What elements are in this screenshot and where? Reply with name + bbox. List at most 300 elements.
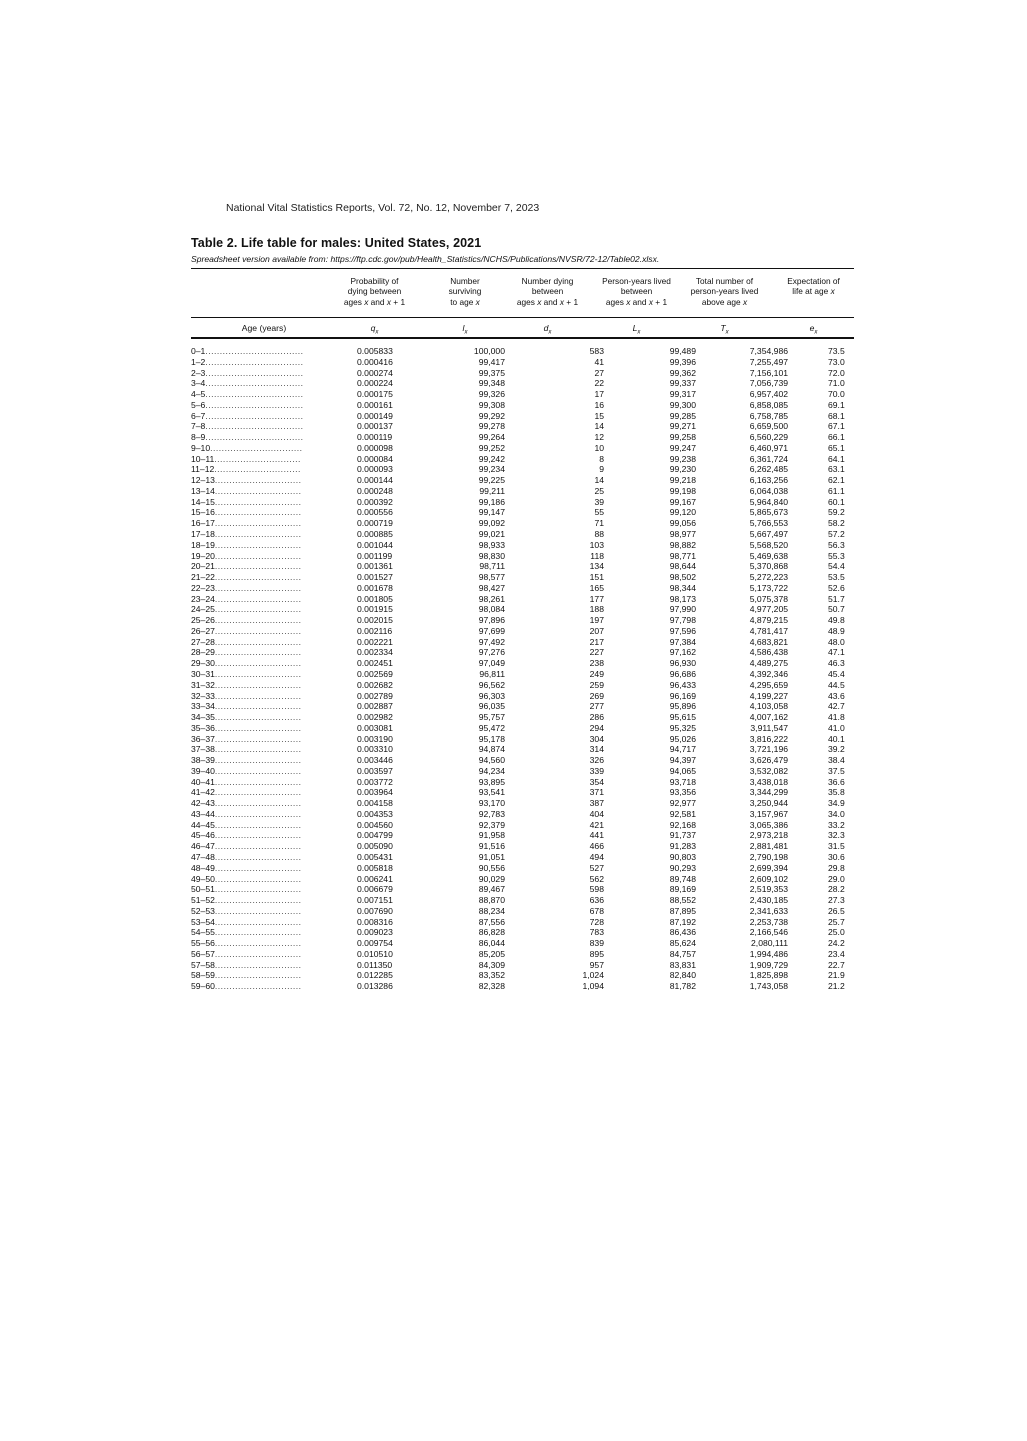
- cell-L: 95,026: [669, 733, 696, 744]
- cell-l: 94,874: [478, 744, 505, 755]
- life-table: [191, 346, 854, 992]
- cell-q: 0.000084: [357, 453, 393, 464]
- cell-d: 1,024: [582, 970, 604, 981]
- cell-d: 339: [589, 765, 604, 776]
- cell-L: 99,198: [669, 485, 696, 496]
- cell-e: 47.1: [828, 647, 845, 658]
- cell-T: 2,609,102: [749, 873, 788, 884]
- table-row: [191, 443, 854, 454]
- cell-q: 0.012285: [357, 970, 393, 981]
- cell-T: 1,994,486: [749, 948, 788, 959]
- cell-T: 5,075,378: [749, 593, 788, 604]
- cell-q: 0.002116: [357, 625, 393, 636]
- cell-q: 0.004560: [357, 819, 393, 830]
- cell-L: 93,718: [669, 776, 696, 787]
- table-row: [191, 604, 854, 615]
- cell-q: 0.000161: [357, 399, 393, 410]
- age-interval: 52–53..............................: [191, 905, 302, 916]
- cell-d: 286: [589, 712, 604, 723]
- table-row: [191, 701, 854, 712]
- table-row: [191, 949, 854, 960]
- table-row: [191, 561, 854, 572]
- table-row: [191, 572, 854, 583]
- cell-T: 3,626,479: [749, 755, 788, 766]
- cell-e: 30.6: [828, 851, 845, 862]
- cell-L: 87,895: [669, 905, 696, 916]
- cell-L: 88,552: [669, 895, 696, 906]
- cell-d: 839: [589, 938, 604, 949]
- cell-T: 5,766,553: [749, 518, 788, 529]
- cell-d: 151: [589, 572, 604, 583]
- cell-d: 678: [589, 905, 604, 916]
- cell-l: 96,035: [478, 701, 505, 712]
- column-header-line: life at age x: [792, 286, 835, 297]
- cell-T: 2,341,633: [749, 905, 788, 916]
- column-header-line: ages x and x + 1: [516, 296, 579, 307]
- table-row: [191, 734, 854, 745]
- table-row: [191, 766, 854, 777]
- cell-d: 17: [594, 389, 604, 400]
- table-row: [191, 421, 854, 432]
- cell-d: 494: [589, 851, 604, 862]
- cell-e: 62.1: [828, 475, 845, 486]
- cell-l: 95,472: [478, 722, 505, 733]
- cell-e: 72.0: [828, 367, 845, 378]
- cell-T: 1,825,898: [749, 970, 788, 981]
- cell-l: 90,556: [478, 862, 505, 873]
- cell-L: 98,977: [669, 529, 696, 540]
- cell-L: 98,344: [669, 582, 696, 593]
- column-symbol-ex: $e_x$: [809, 323, 818, 336]
- cell-T: 4,683,821: [749, 636, 788, 647]
- cell-l: 99,308: [478, 399, 505, 410]
- age-interval: 21–22..............................: [191, 572, 302, 583]
- cell-d: 16: [594, 399, 604, 410]
- cell-e: 60.1: [828, 496, 845, 507]
- cell-l: 95,178: [478, 733, 505, 744]
- cell-e: 43.6: [828, 690, 845, 701]
- age-interval: 43–44..............................: [191, 808, 302, 819]
- life-table-body: [191, 346, 854, 992]
- column-symbol-dx: $d_x$: [543, 323, 552, 336]
- cell-e: 63.1: [828, 464, 845, 475]
- cell-q: 0.000556: [357, 507, 393, 518]
- age-interval: 18–19..............................: [191, 539, 302, 550]
- cell-T: 4,489,275: [749, 658, 788, 669]
- cell-d: 27: [594, 367, 604, 378]
- age-interval: 31–32..............................: [191, 679, 302, 690]
- cell-T: 6,460,971: [749, 442, 788, 453]
- table-symbol-rule: [191, 337, 854, 339]
- cell-d: 314: [589, 744, 604, 755]
- cell-T: 3,911,547: [750, 722, 788, 733]
- table-row: [191, 529, 854, 540]
- table-row: [191, 755, 854, 766]
- cell-q: 0.002451: [357, 658, 393, 669]
- cell-T: 5,667,497: [749, 529, 788, 540]
- table-row: [191, 798, 854, 809]
- age-interval: 26–27..............................: [191, 625, 302, 636]
- age-interval: 33–34..............................: [191, 701, 302, 712]
- cell-d: 277: [589, 701, 604, 712]
- cell-T: 3,344,299: [749, 787, 788, 798]
- cell-L: 99,300: [669, 399, 696, 410]
- cell-T: 5,469,638: [749, 550, 788, 561]
- column-header-lx: [427, 276, 503, 307]
- cell-l: 97,492: [478, 636, 505, 647]
- cell-d: 598: [589, 884, 604, 895]
- cell-L: 89,748: [669, 873, 696, 884]
- cell-L: 97,798: [669, 615, 696, 626]
- cell-T: 5,568,520: [749, 539, 788, 550]
- table-row: [191, 669, 854, 680]
- cell-T: 5,173,722: [749, 582, 788, 593]
- column-header-line: dying between: [347, 286, 402, 297]
- age-interval: 8–9..................................: [191, 432, 304, 443]
- cell-L: 97,162: [669, 647, 696, 658]
- age-interval: 39–40..............................: [191, 765, 302, 776]
- age-interval: 55–56..............................: [191, 938, 302, 949]
- cell-l: 94,234: [478, 765, 505, 776]
- cell-q: 0.002015: [357, 615, 393, 626]
- table-row: [191, 787, 854, 798]
- age-column-header: Age (years): [241, 323, 287, 333]
- table-row: [191, 637, 854, 648]
- cell-T: 4,977,205: [749, 604, 788, 615]
- table-row: [191, 723, 854, 734]
- table-row: [191, 938, 854, 949]
- cell-l: 92,379: [478, 819, 505, 830]
- column-header-line: Probability of: [350, 276, 399, 286]
- table-row: [191, 389, 854, 400]
- table-top-rule: [191, 268, 854, 269]
- cell-L: 99,247: [669, 442, 696, 453]
- cell-q: 0.000416: [357, 356, 393, 367]
- cell-l: 92,783: [478, 808, 505, 819]
- cell-L: 92,581: [669, 808, 696, 819]
- cell-l: 99,147: [478, 507, 505, 518]
- cell-T: 2,253,738: [749, 916, 788, 927]
- cell-d: 10: [594, 442, 604, 453]
- cell-T: 5,370,868: [749, 561, 788, 572]
- cell-e: 71.0: [828, 378, 845, 389]
- cell-L: 94,065: [669, 765, 696, 776]
- cell-l: 98,261: [478, 593, 505, 604]
- cell-q: 0.002221: [357, 636, 393, 647]
- column-header-line: Number dying: [521, 276, 574, 286]
- cell-d: 354: [589, 776, 604, 787]
- cell-L: 98,644: [669, 561, 696, 572]
- cell-d: 562: [589, 873, 604, 884]
- cell-l: 99,278: [478, 421, 505, 432]
- cell-d: 294: [589, 722, 604, 733]
- cell-L: 97,596: [669, 625, 696, 636]
- cell-l: 97,699: [478, 625, 505, 636]
- table-row: [191, 680, 854, 691]
- cell-T: 6,064,038: [749, 485, 788, 496]
- table-row: [191, 551, 854, 562]
- cell-e: 21.9: [828, 970, 845, 981]
- cell-q: 0.000224: [357, 378, 393, 389]
- cell-q: 0.001805: [357, 593, 393, 604]
- cell-e: 41.0: [828, 722, 845, 733]
- cell-T: 3,721,196: [749, 744, 788, 755]
- column-header-line: Number: [450, 276, 480, 286]
- table-row: [191, 691, 854, 702]
- table-row: [191, 411, 854, 422]
- age-interval: 38–39..............................: [191, 755, 302, 766]
- cell-l: 98,427: [478, 582, 505, 593]
- table-row: [191, 744, 854, 755]
- cell-e: 26.5: [828, 905, 845, 916]
- cell-q: 0.000119: [357, 432, 393, 443]
- cell-T: 7,156,101: [749, 367, 788, 378]
- cell-e: 29.0: [828, 873, 845, 884]
- cell-d: 14: [594, 421, 604, 432]
- age-interval: 59–60..............................: [191, 981, 302, 992]
- cell-T: 6,163,256: [749, 475, 788, 486]
- cell-l: 98,577: [478, 572, 505, 583]
- table-row: [191, 970, 854, 981]
- cell-e: 25.7: [828, 916, 845, 927]
- cell-d: 165: [589, 582, 604, 593]
- cell-e: 21.2: [828, 981, 845, 992]
- cell-q: 0.003310: [357, 744, 393, 755]
- age-interval: 29–30..............................: [191, 658, 302, 669]
- cell-q: 0.002982: [357, 712, 393, 723]
- cell-l: 86,828: [478, 927, 505, 938]
- column-header-Tx: [682, 276, 767, 307]
- cell-e: 23.4: [828, 948, 845, 959]
- cell-q: 0.007690: [357, 905, 393, 916]
- cell-q: 0.004353: [357, 808, 393, 819]
- column-symbol-Lx: $L_x$: [632, 323, 641, 336]
- column-symbol-Tx: $T_x$: [720, 323, 729, 336]
- cell-q: 0.000885: [357, 529, 393, 540]
- table-row: [191, 960, 854, 971]
- cell-e: 37.5: [828, 765, 845, 776]
- table-header-rule: [191, 317, 854, 318]
- column-header-Lx: [594, 276, 679, 307]
- cell-L: 99,489: [669, 346, 696, 356]
- age-interval: 2–3..................................: [191, 367, 304, 378]
- cell-l: 87,556: [478, 916, 505, 927]
- cell-e: 58.2: [828, 518, 845, 529]
- cell-d: 197: [589, 615, 604, 626]
- cell-d: 466: [589, 841, 604, 852]
- cell-T: 2,430,185: [749, 895, 788, 906]
- cell-T: 3,157,967: [749, 808, 788, 819]
- cell-q: 0.000144: [357, 475, 393, 486]
- age-interval: 14–15..............................: [191, 496, 302, 507]
- cell-e: 29.8: [828, 862, 845, 873]
- table-row: [191, 497, 854, 508]
- cell-L: 90,293: [669, 862, 696, 873]
- cell-d: 103: [589, 539, 604, 550]
- cell-L: 84,757: [669, 948, 696, 959]
- cell-l: 93,170: [478, 798, 505, 809]
- cell-q: 0.000274: [357, 367, 393, 378]
- cell-e: 65.1: [828, 442, 845, 453]
- cell-T: 4,781,417: [749, 625, 788, 636]
- column-header-dx: [510, 276, 585, 307]
- cell-q: 0.009023: [357, 927, 393, 938]
- cell-e: 51.7: [828, 593, 845, 604]
- cell-e: 64.1: [828, 453, 845, 464]
- cell-e: 52.6: [828, 582, 845, 593]
- cell-e: 39.2: [828, 744, 845, 755]
- cell-q: 0.005833: [357, 346, 393, 356]
- table-row: [191, 464, 854, 475]
- cell-d: 441: [589, 830, 604, 841]
- age-interval: 41–42..............................: [191, 787, 302, 798]
- cell-q: 0.005431: [357, 851, 393, 862]
- age-interval: 34–35..............................: [191, 712, 302, 723]
- cell-d: 134: [589, 561, 604, 572]
- column-header-qx: [337, 276, 412, 307]
- cell-e: 44.5: [828, 679, 845, 690]
- cell-q: 0.008316: [357, 916, 393, 927]
- cell-L: 99,317: [669, 389, 696, 400]
- cell-L: 98,173: [669, 593, 696, 604]
- age-interval: 49–50..............................: [191, 873, 302, 884]
- age-interval: 27–28..............................: [191, 636, 302, 647]
- column-header-line: between: [620, 286, 653, 297]
- cell-q: 0.003190: [357, 733, 393, 744]
- table-row: [191, 917, 854, 928]
- cell-T: 2,080,111: [751, 938, 788, 949]
- cell-e: 34.9: [828, 798, 845, 809]
- table-row: [191, 981, 854, 992]
- cell-l: 85,205: [478, 948, 505, 959]
- cell-q: 0.010510: [357, 948, 393, 959]
- cell-T: 2,699,394: [749, 862, 788, 873]
- cell-l: 99,326: [478, 389, 505, 400]
- cell-e: 45.4: [828, 668, 845, 679]
- age-interval: 53–54..............................: [191, 916, 302, 927]
- cell-L: 94,717: [669, 744, 696, 755]
- column-symbol-qx: $q_x$: [370, 323, 379, 336]
- cell-T: 2,166,546: [749, 927, 788, 938]
- table-row: [191, 378, 854, 389]
- cell-L: 85,624: [669, 938, 696, 949]
- age-interval: 44–45..............................: [191, 819, 302, 830]
- cell-q: 0.001527: [357, 572, 393, 583]
- cell-l: 97,896: [478, 615, 505, 626]
- cell-l: 96,303: [478, 690, 505, 701]
- cell-T: 4,879,215: [749, 615, 788, 626]
- cell-e: 70.0: [828, 389, 845, 400]
- cell-T: 6,758,785: [749, 410, 788, 421]
- cell-e: 57.2: [828, 529, 845, 540]
- table-row: [191, 400, 854, 411]
- table-row: [191, 841, 854, 852]
- age-interval: 46–47..............................: [191, 841, 302, 852]
- cell-L: 98,502: [669, 572, 696, 583]
- cell-d: 783: [589, 927, 604, 938]
- cell-e: 42.7: [828, 701, 845, 712]
- cell-e: 50.7: [828, 604, 845, 615]
- cell-l: 84,309: [478, 959, 505, 970]
- cell-d: 304: [589, 733, 604, 744]
- cell-e: 49.8: [828, 615, 845, 626]
- cell-d: 259: [589, 679, 604, 690]
- cell-d: 728: [589, 916, 604, 927]
- cell-d: 238: [589, 658, 604, 669]
- cell-q: 0.007151: [357, 895, 393, 906]
- cell-d: 118: [590, 550, 604, 561]
- cell-e: 73.0: [828, 356, 845, 367]
- cell-e: 69.1: [828, 399, 845, 410]
- cell-q: 0.004799: [357, 830, 393, 841]
- age-interval: 12–13..............................: [191, 475, 302, 486]
- cell-q: 0.001199: [357, 550, 393, 561]
- cell-q: 0.000137: [357, 421, 393, 432]
- cell-q: 0.003772: [357, 776, 393, 787]
- column-header-line: between: [531, 286, 564, 297]
- cell-T: 3,816,222: [749, 733, 788, 744]
- cell-T: 2,973,218: [749, 830, 788, 841]
- cell-T: 4,103,058: [749, 701, 788, 712]
- age-interval: 13–14..............................: [191, 485, 302, 496]
- cell-d: 55: [594, 507, 604, 518]
- cell-q: 0.002682: [357, 679, 393, 690]
- cell-l: 98,711: [479, 561, 505, 572]
- column-header-line: to age x: [450, 296, 480, 307]
- cell-d: 14: [594, 475, 604, 486]
- cell-l: 99,348: [478, 378, 505, 389]
- column-header-line: person-years lived: [690, 286, 759, 297]
- table-row: [191, 540, 854, 551]
- cell-l: 97,276: [478, 647, 505, 658]
- cell-d: 207: [589, 625, 604, 636]
- cell-d: 371: [589, 787, 604, 798]
- cell-q: 0.000093: [357, 464, 393, 475]
- cell-L: 83,831: [669, 959, 696, 970]
- age-interval: 10–11..............................: [191, 453, 301, 464]
- cell-q: 0.011350: [357, 959, 393, 970]
- cell-L: 98,771: [669, 550, 696, 561]
- cell-l: 98,933: [478, 539, 505, 550]
- age-interval: 0–1..................................: [191, 346, 304, 356]
- table-row: [191, 884, 854, 895]
- age-interval: 25–26..............................: [191, 615, 302, 626]
- age-interval: 24–25..............................: [191, 604, 302, 615]
- cell-d: 387: [589, 798, 604, 809]
- cell-d: 527: [589, 862, 604, 873]
- age-interval: 54–55..............................: [191, 927, 302, 938]
- cell-d: 22: [594, 378, 604, 389]
- column-header-line: surviving: [448, 286, 482, 297]
- table-row: [191, 583, 854, 594]
- age-interval: 35–36..............................: [191, 722, 302, 733]
- cell-T: 5,964,840: [749, 496, 788, 507]
- age-interval: 30–31..............................: [191, 668, 302, 679]
- running-head: National Vital Statistics Reports, Vol. 72, No. 12, November 7, 2023: [226, 202, 540, 214]
- cell-l: 99,092: [478, 518, 505, 529]
- cell-l: 91,516: [478, 841, 505, 852]
- cell-L: 99,056: [669, 518, 696, 529]
- age-interval: 6–7..................................: [191, 410, 304, 421]
- cell-T: 6,957,402: [749, 389, 788, 400]
- cell-l: 96,562: [478, 679, 505, 690]
- cell-T: 4,586,438: [749, 647, 788, 658]
- age-interval: 3–4..................................: [191, 378, 304, 389]
- cell-d: 25: [594, 485, 604, 496]
- cell-T: 7,056,739: [749, 378, 788, 389]
- cell-d: 895: [589, 948, 604, 959]
- cell-L: 97,990: [669, 604, 696, 615]
